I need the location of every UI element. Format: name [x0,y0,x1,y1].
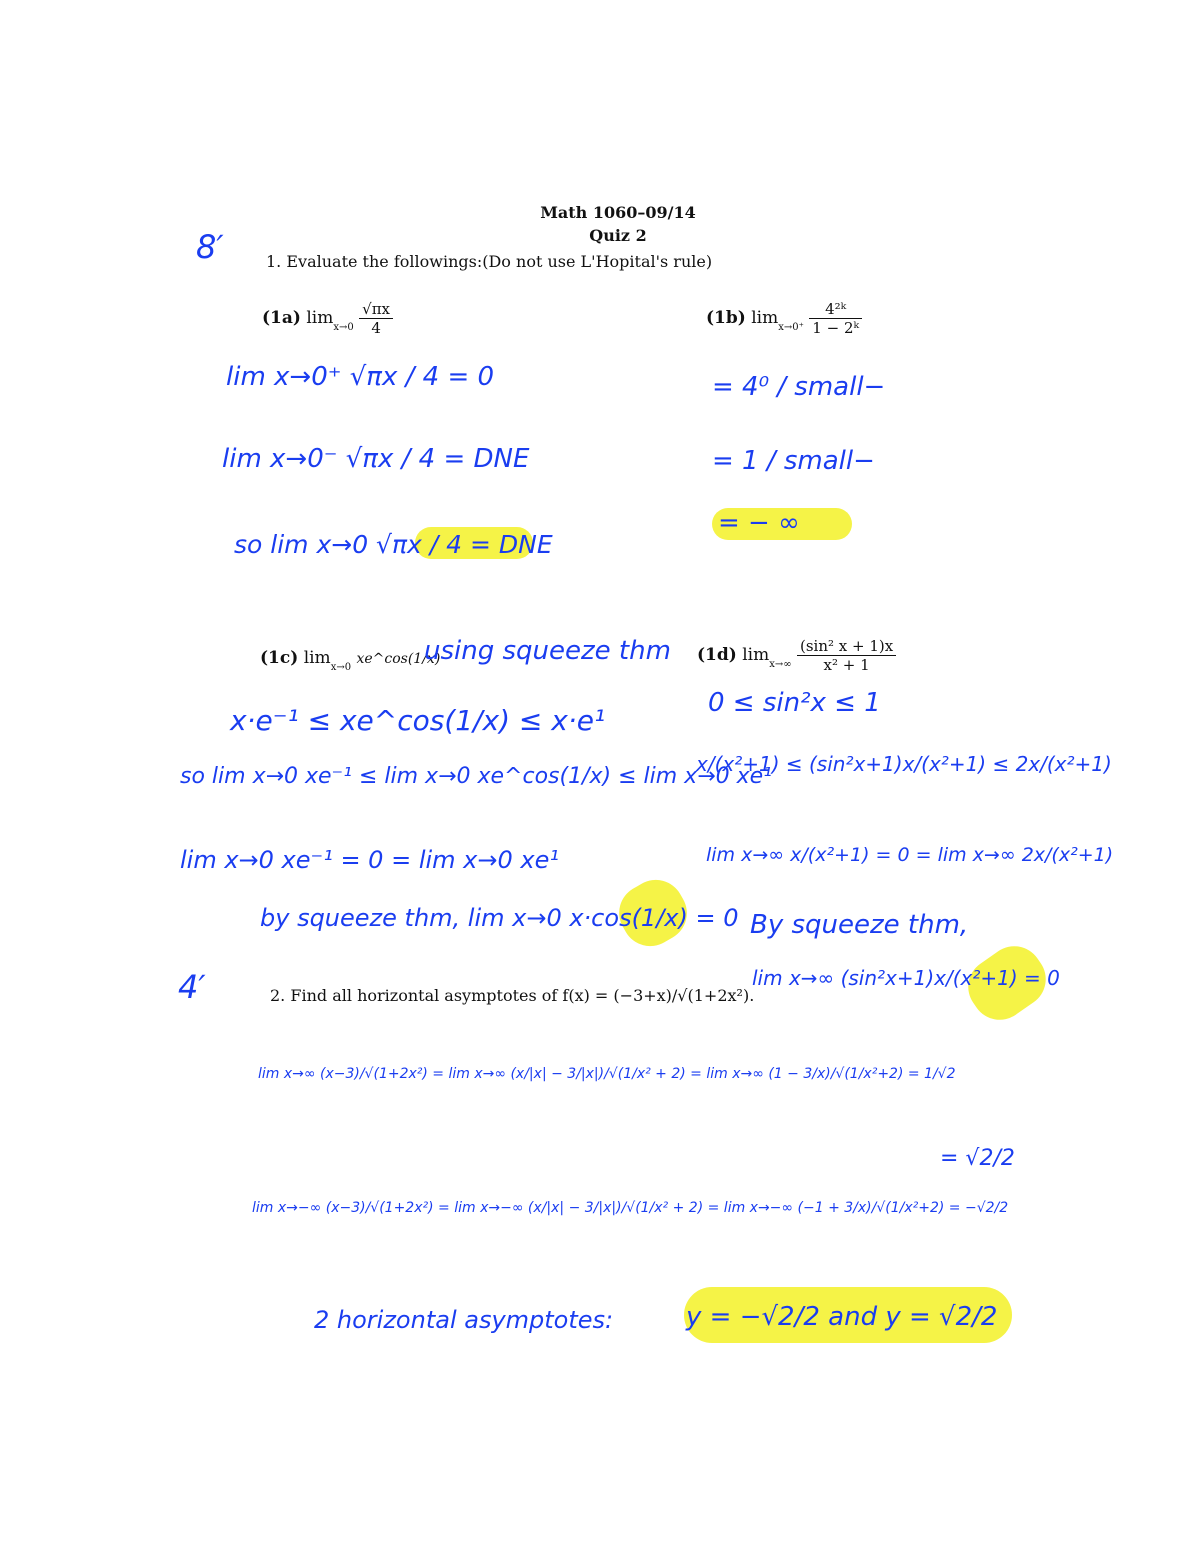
answer-1b-line2: = 1 / small− [712,446,875,476]
answer-2-line1: lim x→∞ (x−3)/√(1+2x²) = lim x→∞ (x/|x| − 3/|x|)/√(1/x² + 2) = lim x→∞ (1 − 3/x)/√(1/x²+2) = 1/√2 [258,1066,956,1082]
lim-word: lim [303,648,331,668]
problem-1d-sub: x→∞ [769,659,792,670]
problem-1c-expr: xe^cos(1/x) [356,651,441,667]
problem-1a-sub: x→0 [333,322,354,333]
problem-1d-fraction [797,637,896,674]
problem-1d-den: x² + 1 [823,656,870,674]
problem-1c-label: (1c) [260,648,299,668]
problem-1a-num: √πx [359,300,393,319]
answer-1c-line3: lim x→0 xe⁻¹ = 0 = lim x→0 xe¹ [180,846,559,874]
problem-1b-label: (1b) [706,308,746,328]
answer-1d-line1: 0 ≤ sin²x ≤ 1 [708,688,881,718]
answer-2-conclusion-label: 2 horizontal asymptotes: [314,1306,614,1334]
answer-1d-line5: lim x→∞ (sin²x+1)x/(x²+1) = 0 [752,966,1060,990]
question-1-prompt: 1. Evaluate the followings:(Do not use L'Hopital's rule) [266,252,713,271]
problem-1b [706,300,862,337]
answer-2-conclusion-value: y = −√2/2 and y = √2/2 [686,1302,998,1332]
problem-1b-sub: x→0⁺ [778,322,804,333]
problem-1c [260,648,441,673]
problem-1d [697,637,896,674]
answer-1d-line2: x/(x²+1) ≤ (sin²x+1)x/(x²+1) ≤ 2x/(x²+1) [696,752,1112,776]
answer-1a-line2: lim x→0⁻ √πx / 4 = DNE [222,444,530,474]
problem-1b-fraction [809,300,862,337]
course-title: Math 1060–09/14 [540,203,696,222]
grade-q1: 8′ [196,228,224,266]
grade-q2: 4′ [178,968,206,1006]
answer-1a-line3: so lim x→0 √πx / 4 = DNE [234,530,553,559]
problem-1a-label: (1a) [262,308,301,328]
answer-2-line1b: = √2/2 [940,1146,1015,1171]
problem-1a-den: 4 [371,319,381,337]
question-2-prompt: 2. Find all horizontal asymptotes of f(x) = (−3+x)/√(1+2x²). [270,986,755,1005]
answer-1a-line1: lim x→0⁺ √πx / 4 = 0 [226,362,495,392]
lim-word: lim [742,645,770,665]
answer-1c-line4: by squeeze thm, lim x→0 x·cos(1/x) = 0 [260,904,739,932]
quiz-title: Quiz 2 [589,226,647,245]
answer-1b-line1: = 4⁰ / small− [712,372,886,402]
problem-1a-fraction [359,300,393,337]
lim-word: lim [751,308,779,328]
problem-1d-label: (1d) [697,645,737,665]
lim-word: lim [306,308,334,328]
problem-1c-sub: x→0 [330,662,352,673]
answer-2-line2: lim x→−∞ (x−3)/√(1+2x²) = lim x→−∞ (x/|x| − 3/|x|)/√(1/x² + 2) = lim x→−∞ (−1 + 3/x)/√(1/x²+2) = −√2/2 [252,1200,1009,1216]
problem-1d-num: (sin² x + 1)x [797,637,896,656]
problem-1b-num: 4²ᵏ [809,300,862,319]
answer-1c-method: using squeeze thm [424,636,671,666]
answer-1b-line3: = − ∞ [718,508,800,538]
problem-1a [262,300,393,337]
answer-1c-line1: x·e⁻¹ ≤ xe^cos(1/x) ≤ x·e¹ [230,704,606,737]
answer-1d-line4: By squeeze thm, [750,910,969,940]
answer-1c-line2: so lim x→0 xe⁻¹ ≤ lim x→0 xe^cos(1/x) ≤ lim x→0 xe¹ [180,764,772,789]
problem-1b-den: 1 − 2ᵏ [812,319,859,337]
answer-1d-line3: lim x→∞ x/(x²+1) = 0 = lim x→∞ 2x/(x²+1) [706,844,1114,866]
